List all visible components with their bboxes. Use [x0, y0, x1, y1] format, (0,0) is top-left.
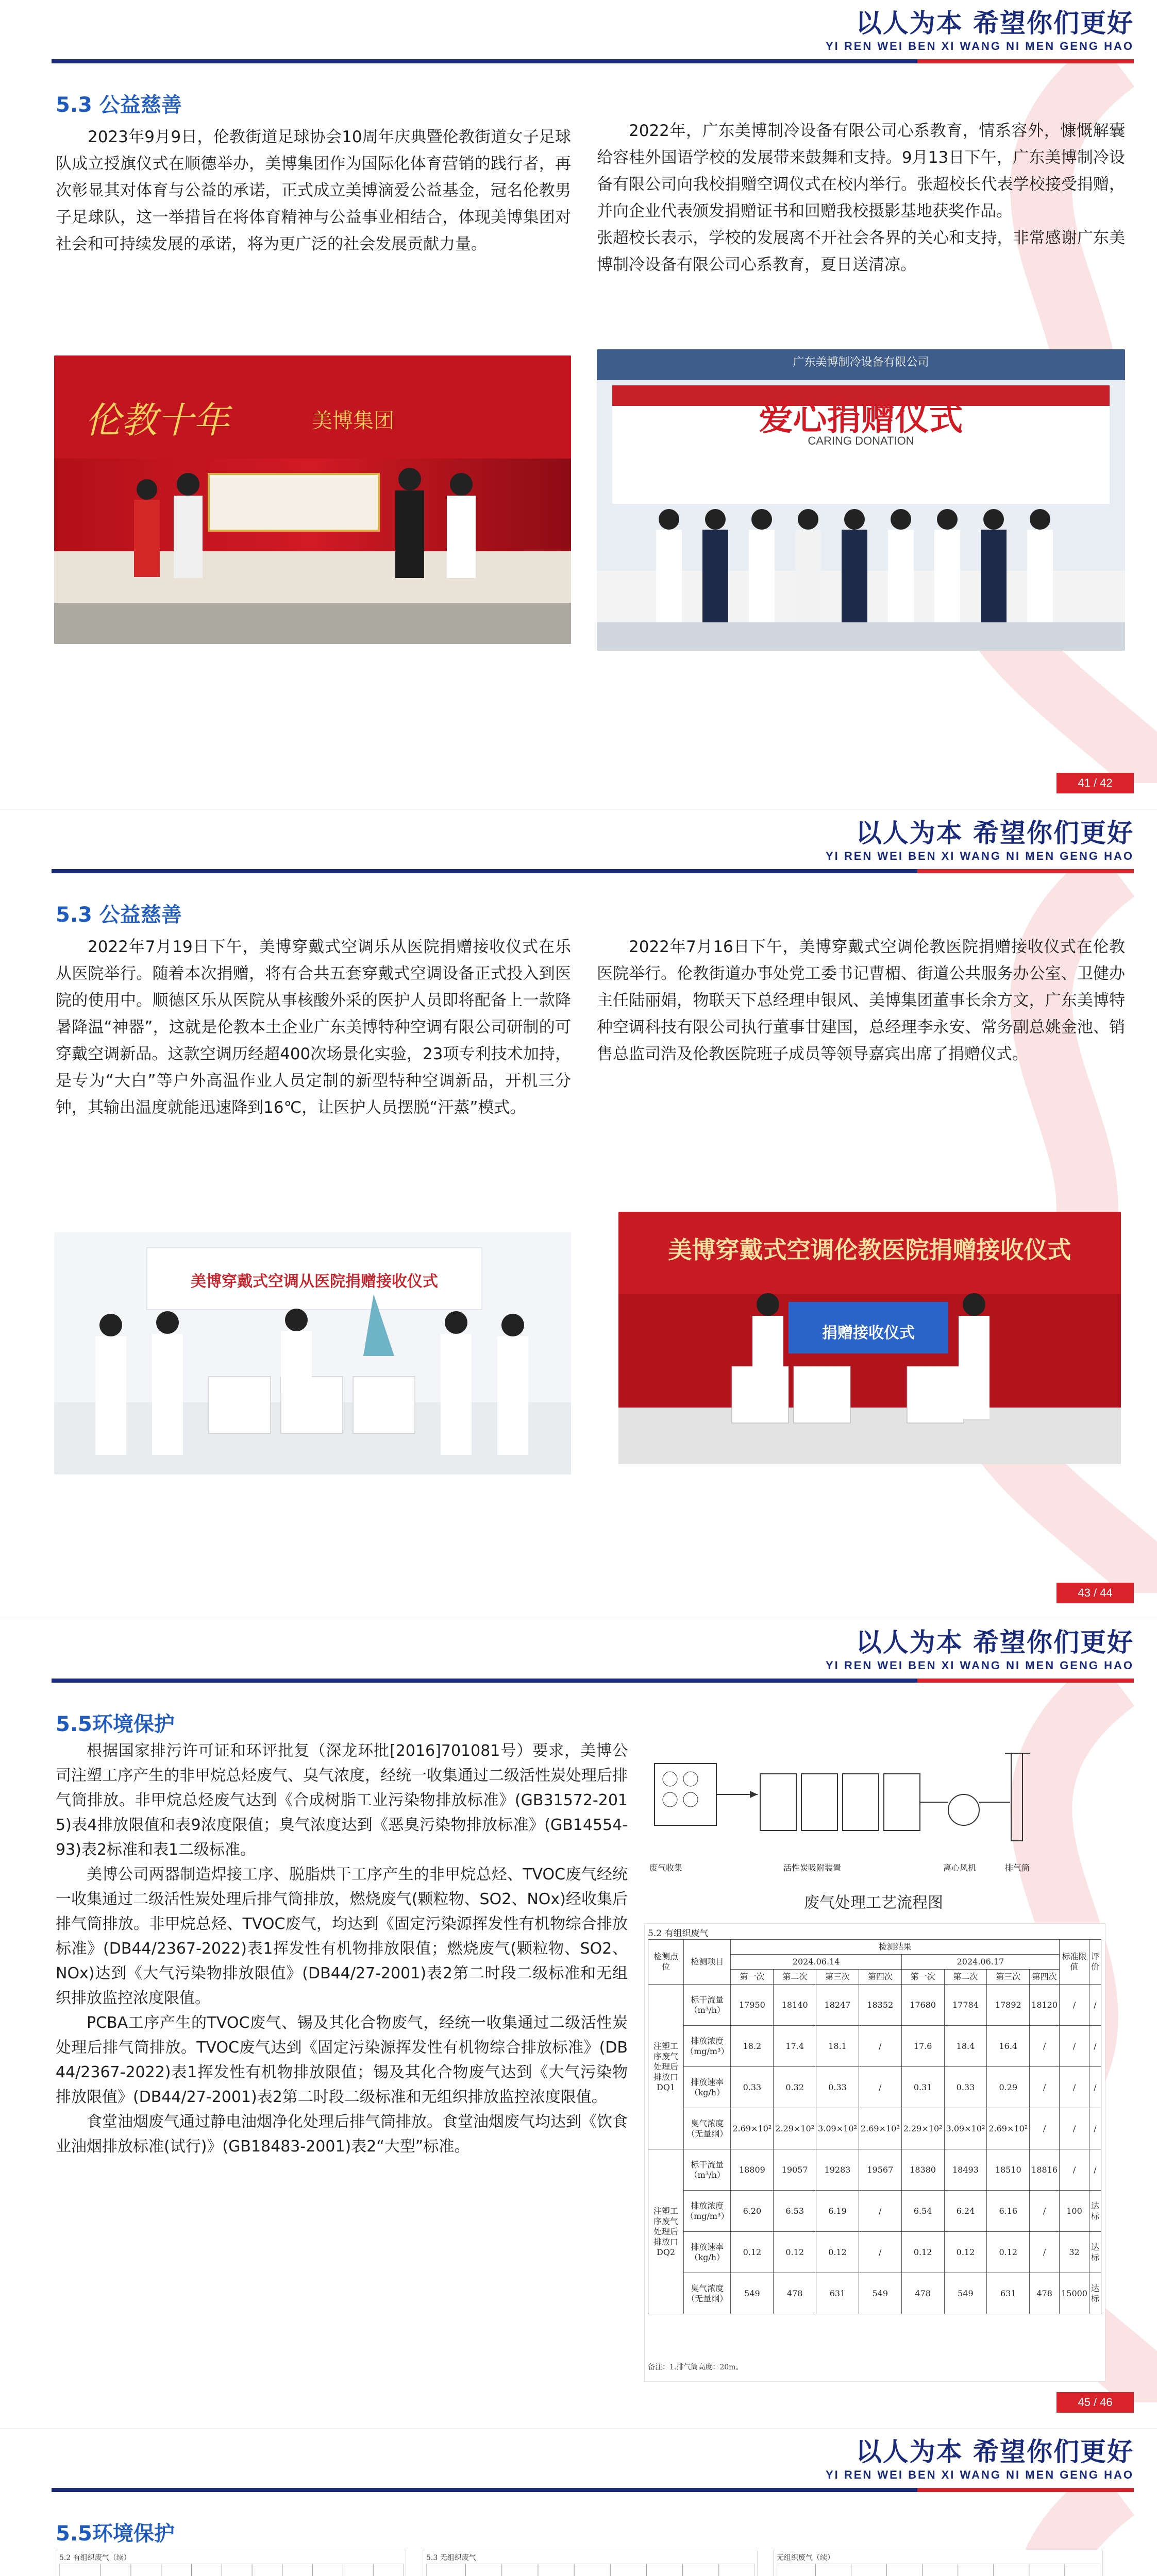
table-cell: 6.53 [774, 2191, 816, 2232]
svg-text:伦教十年: 伦教十年 [85, 399, 229, 442]
env-paragraph-welding: 美博公司两器制造焊接工序、脱脂烘干工序产生的非甲烷总烃、TVOC废气经统一收集通过二级活性炭处理后排气筒排放，燃烧废气(颗粒物、SO2、NOx)经收集后排气筒排放。非甲烷总烃、TVOC废气，均达到《固定污染源挥发性有机物综合排放标准》(DB44/2367-2022)表1挥发性有机物排放限值；燃烧废气(颗粒物、SO2、NOx)达到《大气污染物排放限值》(DB44/27-2001)表2第二时段二级标准和无组织排放监控浓度限值。 [56, 1866, 628, 2007]
table-cell: 2.69×10² [987, 2108, 1030, 2149]
photo-lecong-hospital-ceremony [54, 1232, 571, 1475]
table-cell: / [859, 2067, 901, 2108]
th-date-2: 2024.06.17 [901, 1955, 1059, 1970]
th-sub: 第二次 [774, 1970, 816, 1985]
table-cell: 18.1 [816, 2026, 859, 2067]
table-cell-point: 注塑工序废气处理后排放口DQ2 [648, 2149, 684, 2314]
header-slogan [826, 7, 1134, 54]
table-cell: 达标 [1089, 2273, 1101, 2314]
report-page-47 [0, 2428, 1157, 2576]
scan-table-unorganized-continued [773, 2550, 1103, 2576]
th-sub: 第四次 [859, 1970, 901, 1985]
table-cell: 0.33 [944, 2067, 987, 2108]
environment-text-block [56, 1739, 628, 2159]
table-cell-point: 注塑工序废气处理后排放口DQ1 [648, 1985, 684, 2149]
report-page-45 [0, 1619, 1157, 2428]
page-number-badge: 41 / 42 [1057, 773, 1134, 793]
scan-table-organic-continued [56, 2550, 406, 2576]
scan-heading: 5.3 无组织废气 [426, 2554, 476, 2562]
table-cell-item: 标干流量（m³/h） [684, 1985, 731, 2026]
table-cell: 6.54 [901, 2191, 944, 2232]
table-cell: 19567 [859, 2149, 901, 2191]
th-sub: 第四次 [1030, 1970, 1060, 1985]
table-row [648, 2149, 1101, 2191]
diagram-label-carbon: 活性炭吸附装置 [783, 1863, 842, 1873]
table-cell: 0.12 [731, 2232, 774, 2273]
table-cell: / [859, 2232, 901, 2273]
diagram-label-collect: 废气收集 [649, 1863, 683, 1873]
table-cell-item: 排放浓度（mg/m³） [684, 2191, 731, 2232]
paragraph-football-donation: 2023年9月9日，伦教街道足球协会10周年庆典暨伦教街道女子足球队成立授旗仪式在顺德举办，美博集团作为国际化体育营销的践行者，再次彰显其对体育与公益的承诺，正式成立美博滴爱公益基金，冠名伦教男子足球队，这一举措旨在将体育精神与公益事业相结合，体现美博集团对社会和可持续发展的承诺，将为更广泛的社会发展贡献力量。 [56, 128, 571, 253]
table-cell: 478 [1030, 2273, 1060, 2314]
table-row [648, 2232, 1101, 2273]
table-cell: 0.12 [774, 2232, 816, 2273]
table-row [648, 2108, 1101, 2149]
scan-heading: 5.2 有组织废气（续） [59, 2554, 131, 2562]
table-cell: / [1030, 2191, 1060, 2232]
table-cell: / [1089, 2067, 1101, 2108]
slogan-pinyin: YI REN WEI BEN XI WANG NI MEN GENG HAO [825, 850, 1134, 862]
table-cell: / [1089, 2108, 1101, 2149]
scan-grid [59, 2564, 404, 2576]
table-cell: 17.4 [774, 2026, 816, 2067]
table-cell: 0.29 [987, 2067, 1030, 2108]
table-cell: 478 [901, 2273, 944, 2314]
table-cell: / [1089, 2149, 1101, 2191]
table-cell: / [1089, 1985, 1101, 2026]
table-cell: / [1030, 2108, 1060, 2149]
page-number-badge: 43 / 44 [1057, 1583, 1134, 1603]
th-sub: 第三次 [816, 1970, 859, 1985]
table-cell: 18.4 [944, 2026, 987, 2067]
table-cell: / [1060, 1985, 1089, 2026]
lunjiao-banner: 美博穿戴式空调伦教医院捐赠接收仪式 [668, 1236, 1071, 1264]
scan-grid [426, 2564, 755, 2576]
table-cell: 0.12 [944, 2232, 987, 2273]
table-cell: 100 [1060, 2191, 1089, 2232]
header-rule [52, 59, 1134, 63]
table-cell: 17784 [944, 1985, 987, 2026]
header-slogan [826, 1626, 1134, 1673]
paragraph-school-donation: 2022年，广东美博制冷设备有限公司心系教育，情系容外，慷慨解囊给容桂外国语学校的发展带来鼓舞和支持。9月13日下午，广东美博制冷设备有限公司向我校捐赠空调仪式在校内举行。张超校长代表学校接受捐赠，并向企业代表颁发捐赠证书和回赠我校摄影基地获奖作品。 张超校长表示，学校的发展离不开社会各界的关心和支持，非常感谢广东美博制冷设备有限公司心系教育，夏日送清凉。 [597, 122, 1125, 274]
table-cell: / [1060, 2026, 1089, 2067]
table-cell: 达标 [1089, 2232, 1101, 2273]
table-cell: 0.12 [816, 2232, 859, 2273]
table-cell: / [859, 2026, 901, 2067]
table-cell: 0.32 [774, 2067, 816, 2108]
table-cell-item: 排放速率（kg/h） [684, 2067, 731, 2108]
lunjiao-sign-board: 捐赠接收仪式 [822, 1324, 915, 1342]
scan-table-unorganized [423, 2550, 758, 2576]
table-cell: 32 [1060, 2232, 1089, 2273]
paragraph-lecong-hospital: 2022年7月19日下午，美博穿戴式空调乐从医院捐赠接收仪式在乐从医院举行。随着本次捐赠，将有合共五套穿戴式空调设备正式投入到医院的使用中。顺德区乐从医院从事核酸外采的医护人员即将配备上一款降暑降温“神器”，这就是伦教本土企业广东美博特种空调有限公司研制的可穿戴空调新品。这款空调历经超400次场景化实验，23项专利技术加持，是专为“大白”等户外高温作业人员定制的新型特种空调新品，开机三分钟，其输出温度就能迅速降到16℃，让医护人员摆脱“汗蒸”模式。 [56, 938, 571, 1117]
waste-gas-process-diagram [644, 1743, 1103, 1913]
table-cell: / [1030, 2232, 1060, 2273]
report-page-41 [0, 0, 1157, 809]
section-title: 5.5环境保护 [56, 1713, 175, 1736]
table-cell-item: 臭气浓度（无量纲） [684, 2108, 731, 2149]
table-cell: 2.29×10² [774, 2108, 816, 2149]
table-cell: 2.69×10² [731, 2108, 774, 2149]
header-slogan [826, 817, 1134, 863]
table-note: 备注：1.排气筒高度：20m。 [648, 2363, 743, 2371]
th-sub: 第一次 [901, 1970, 944, 1985]
slogan-pinyin: YI REN WEI BEN XI WANG NI MEN GENG HAO [825, 2468, 1134, 2481]
table-cell: 631 [987, 2273, 1030, 2314]
th-item: 检测项目 [684, 1940, 731, 1985]
table-row [648, 2191, 1101, 2232]
table-cell: / [1030, 2026, 1060, 2067]
donation-banner-english: CARING DONATION [808, 434, 914, 447]
th-sub: 第二次 [944, 1970, 987, 1985]
table-cell: 2.29×10² [901, 2108, 944, 2149]
table-cell: 3.09×10² [816, 2108, 859, 2149]
table-heading: 5.2 有组织废气 [648, 1928, 709, 1939]
scan-grid [777, 2564, 1100, 2576]
table-cell: 18120 [1030, 1985, 1060, 2026]
table-row [648, 2026, 1101, 2067]
table-cell: 19283 [816, 2149, 859, 2191]
section-title: 5.3 公益慈善 [56, 903, 182, 927]
table-cell: 549 [731, 2273, 774, 2314]
th-point: 检测点位 [648, 1940, 684, 1985]
th-sub: 第一次 [731, 1970, 774, 1985]
header-rule [52, 2488, 1134, 2492]
table-cell: 6.20 [731, 2191, 774, 2232]
diagram-caption: 废气处理工艺流程图 [804, 1894, 943, 1912]
th-sub: 第三次 [987, 1970, 1030, 1985]
photo-school-donation [597, 349, 1125, 651]
paragraph-lunjiao-hospital: 2022年7月16日下午，美博穿戴式空调伦教医院捐赠接收仪式在伦教医院举行。伦教街道办事处党工委书记曹楣、街道公共服务办公室、卫健办主任陆丽娟，物联天下总经理申银风、美博集团董事长余方文，广东美博特种空调科技有限公司执行董事甘建国，总经理李永安、常务副总姚金池、销售总监司浩及伦教医院班子成员等领导嘉宾出席了捐赠仪式。 [597, 938, 1125, 1063]
table-cell: / [1060, 2108, 1089, 2149]
table-cell: 0.33 [731, 2067, 774, 2108]
header-rule [52, 869, 1134, 873]
table-cell: 6.19 [816, 2191, 859, 2232]
table-cell: 17892 [987, 1985, 1030, 2026]
table-cell: 达标 [1089, 2191, 1101, 2232]
table-cell: 18352 [859, 1985, 901, 2026]
table-cell: 18493 [944, 2149, 987, 2191]
report-page-43 [0, 809, 1157, 1619]
table-cell-item: 臭气浓度（无量纲） [684, 2273, 731, 2314]
th-date-1: 2024.06.14 [731, 1955, 901, 1970]
header-slogan [826, 2436, 1134, 2482]
table-cell: 18247 [816, 1985, 859, 2026]
table-cell-item: 排放浓度（mg/m³） [684, 2026, 731, 2067]
table-cell: 17680 [901, 1985, 944, 2026]
donation-banner-title: 爱心捐赠仪式 [759, 398, 963, 438]
table-row [648, 2067, 1101, 2108]
scan-heading: 无组织废气（续） [777, 2554, 834, 2562]
table-cell: / [1089, 2026, 1101, 2067]
table-cell: 6.16 [987, 2191, 1030, 2232]
slogan-pinyin: YI REN WEI BEN XI WANG NI MEN GENG HAO [825, 1659, 1134, 1672]
th-eval: 评价 [1089, 1940, 1101, 1985]
svg-text:美博集团: 美博集团 [312, 409, 394, 433]
table-cell: 0.12 [987, 2232, 1030, 2273]
diagram-label-fan: 离心风机 [943, 1863, 977, 1873]
table-cell: 3.09×10² [944, 2108, 987, 2149]
photo-lunjiao-hospital-ceremony [618, 1212, 1121, 1464]
table-row [648, 1985, 1101, 2026]
table-cell: / [1060, 2067, 1089, 2108]
table-cell: / [859, 2191, 901, 2232]
slogan-chinese: 以人为本 希望你们更好 [856, 8, 1134, 38]
table-cell-item: 标干流量（m³/h） [684, 2149, 731, 2191]
table-cell: 549 [944, 2273, 987, 2314]
table-cell: 18510 [987, 2149, 1030, 2191]
table-cell: 0.31 [901, 2067, 944, 2108]
env-paragraph-pcba: PCBA工序产生的TVOC废气、锡及其化合物废气，经统一收集通过二级活性炭处理后排气筒排放。TVOC废气达到《固定污染源挥发性有机物综合排放标准》(DB44/2367-2022)表1挥发性有机物排放限值；锡及其化合物废气达到《大气污染物排放限值》(DB44/27-2001)表2第二时段二级标准和无组织排放监控浓度限值。 [56, 2014, 628, 2106]
table-cell: 0.12 [901, 2232, 944, 2273]
slogan-chinese: 以人为本 希望你们更好 [856, 1628, 1134, 1657]
donation-banner-company: 广东美博制冷设备有限公司 [793, 356, 929, 369]
table-row [648, 2273, 1101, 2314]
emission-table-scan [644, 1923, 1105, 2382]
table-cell: 17.6 [901, 2026, 944, 2067]
section-title: 5.5环境保护 [56, 2522, 175, 2546]
page-number-badge: 45 / 46 [1057, 2392, 1134, 2413]
table-cell: 0.33 [816, 2067, 859, 2108]
lecong-banner: 美博穿戴式空调从医院捐赠接收仪式 [191, 1273, 438, 1291]
diagram-label-stack: 排气筒 [1005, 1863, 1030, 1873]
emission-table [648, 1939, 1101, 2314]
table-cell: / [1060, 2149, 1089, 2191]
table-cell: 18140 [774, 1985, 816, 2026]
table-cell: 18.2 [731, 2026, 774, 2067]
env-paragraph-canteen: 食堂油烟废气通过静电油烟净化处理后排气筒排放。食堂油烟废气均达到《饮食业油烟排放标准(试行)》(GB18483-2001)表2“大型”标准。 [56, 2113, 628, 2156]
table-cell: 478 [774, 2273, 816, 2314]
table-cell: 6.24 [944, 2191, 987, 2232]
section-title: 5.3 公益慈善 [56, 93, 182, 117]
table-cell: 2.69×10² [859, 2108, 901, 2149]
photo-football-ceremony [54, 355, 571, 644]
table-cell: 15000 [1060, 2273, 1089, 2314]
th-limit: 标准限值 [1060, 1940, 1089, 1985]
table-cell: 19057 [774, 2149, 816, 2191]
table-cell: 18816 [1030, 2149, 1060, 2191]
table-cell-item: 排放速率（kg/h） [684, 2232, 731, 2273]
table-cell: / [1030, 2067, 1060, 2108]
table-cell: 18380 [901, 2149, 944, 2191]
table-cell: 16.4 [987, 2026, 1030, 2067]
table-cell: 631 [816, 2273, 859, 2314]
table-cell: 17950 [731, 1985, 774, 2026]
slogan-chinese: 以人为本 希望你们更好 [856, 2437, 1134, 2467]
table-cell: 18809 [731, 2149, 774, 2191]
th-result: 检测结果 [731, 1940, 1060, 1955]
slogan-chinese: 以人为本 希望你们更好 [856, 818, 1134, 848]
slogan-pinyin: YI REN WEI BEN XI WANG NI MEN GENG HAO [825, 40, 1134, 53]
table-cell: 549 [859, 2273, 901, 2314]
emission-table-body [648, 1985, 1101, 2314]
env-paragraph-injection: 根据国家排污许可证和环评批复（深龙环批[2016]701081号）要求，美博公司注塑工序产生的非甲烷总烃废气、臭气浓度，经统一收集通过二级活性炭处理后排气筒排放。非甲烷总烃废气达到《合成树脂工业污染物排放标准》(GB31572-2015)表4排放限值和表9浓度限值；臭气浓度达到《恶臭污染物排放标准》(GB14554-93)表2标准和表1二级标准。 [56, 1742, 628, 1859]
header-rule [52, 1679, 1134, 1683]
